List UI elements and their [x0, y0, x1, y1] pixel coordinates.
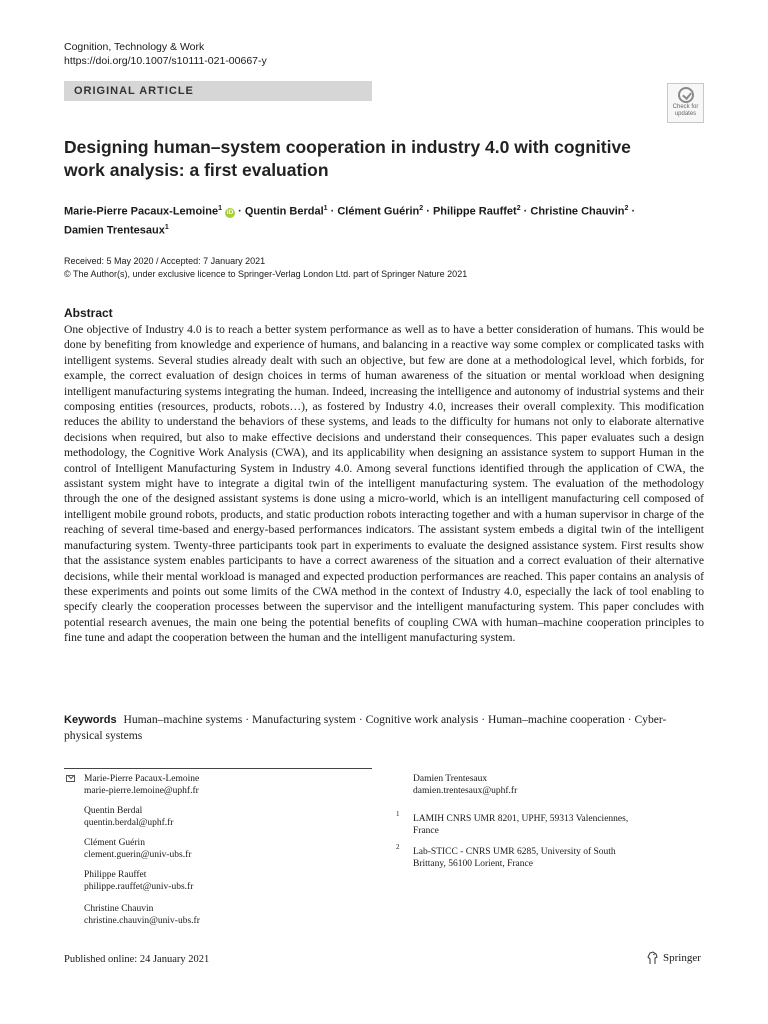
author-name[interactable]: Marie-Pierre Pacaux-Lemoine	[64, 205, 219, 218]
author-affiliation-mark: 2	[516, 205, 521, 212]
publisher-name: Springer	[663, 952, 701, 964]
author-name[interactable]: Damien Trentesaux	[64, 224, 165, 237]
journal-name: Cognition, Technology & Work	[64, 41, 205, 53]
check-updates-line1: Check for	[672, 104, 699, 110]
article-type-banner: ORIGINAL ARTICLE	[64, 81, 372, 101]
doi-link[interactable]: https://doi.org/10.1007/s10111-021-00667-y	[64, 55, 267, 67]
contact-email[interactable]: damien.trentesaux@uphf.fr	[413, 786, 518, 796]
contact-name: Philippe Rauffet	[84, 870, 147, 880]
author-affiliation-mark: 1	[323, 205, 328, 212]
affiliation-entry	[413, 846, 616, 870]
article-dates	[64, 255, 467, 281]
paper-title	[64, 136, 664, 182]
springer-horse-icon	[647, 951, 659, 965]
check-updates-line2: updates	[674, 111, 697, 117]
keywords-list: Human–machine systems · Manufacturing system · Cognitive work analysis · Human–machine cooperation · Cyber-physical systems	[64, 713, 667, 742]
contact-email[interactable]: marie-pierre.lemoine@uphf.fr	[84, 786, 199, 796]
abstract-body: One objective of Industry 4.0 is to reach a better system performance as well as to have a better consideration of humans. This would be done by benefiting from knowledge and experience of humans, and balancing in a reactive way some complex or complicated tasks with intelligent systems. Several studies already dealt with such an objective, but few are done at a methodological level, which forbids, for example, the correct evaluation of design choices in terms of human awareness of the situation or mental workload when designing intelligent manufacturing systems integrating the human. Indeed, increasing the intelligence and autonomy of industrial systems and their composing entities (resources, products, robots…), as fostered by Industry 4.0, increases their overall complexity. This modification reduces the ability to understand the behaviors of these systems, and leads to the difficulty for humans not only to elaborate alternative decisions when required, but also to make effective decisions and understand their consequences. This paper evaluates such a design methodology, the Cognitive Work Analysis (CWA), and its applicability when designing an assistance system to support Human in the control of Intelligent Manufacturing System in Industry 4.0. Among several functions identified through the application of CWA, the assistant system might have to integrate a digital twin of the intelligent manufacturing system. The evaluation of the methodology through the one of the designed assistant systems is done using a micro-world, which is an intelligent manufacturing cell composed of intelligent mobile ground robots, products, and static production robots interacting together and with a human supervisor in charge of the reaching of several time-based and energy-based performances indicators. The assistant system embeds a digital twin of the intelligent manufacturing system. Twenty-three participants took part in experiments to evaluate the designed assistance system. First results show that the assistance system enables participants to have a correct awareness of the situation and a correct evaluation of their alternative decisions, while their mental workload is managed and expected production performances are reached. This paper contains an analysis of these experiments and points out some limits of the CWA method in the context of Industry 4.0, especially the lack of tool enabling to specify clearly the cooperation processes between the supervisor and the intelligent manufacturing system. This paper concludes with potential research avenues, the main one being the potential benefits of coupling CWA with human–machine cooperation principles to fine tune and adapt the cooperation between the human and the intelligent manufacturing system.	[64, 323, 704, 645]
contact-name: Damien Trentesaux	[413, 774, 488, 784]
springer-logo	[647, 951, 701, 965]
affiliation-number: 2	[396, 843, 400, 851]
contact-entry	[84, 903, 200, 927]
footnote-divider	[64, 768, 372, 769]
contact-name: Clément Guérin	[84, 838, 145, 848]
contact-email[interactable]: philippe.rauffet@univ-ubs.fr	[84, 882, 194, 892]
author-affiliation-mark: 2	[624, 205, 629, 212]
author-affiliation-mark: 1	[218, 205, 222, 212]
author-affiliation-mark: 1	[164, 223, 169, 231]
affiliation-line: LAMIH CNRS UMR 8201, UPHF, 59313 Valenciennes,	[413, 814, 629, 824]
author-name[interactable]: Clément Guérin	[337, 205, 420, 218]
author-name[interactable]: Quentin Berdal	[244, 205, 324, 218]
affiliation-line: Brittany, 56100 Lorient, France	[413, 859, 533, 869]
keywords-section	[64, 712, 704, 744]
contact-entry	[84, 805, 173, 829]
journal-header	[64, 40, 267, 68]
orcid-icon[interactable]: iD	[226, 208, 234, 216]
contact-name: Marie-Pierre Pacaux-Lemoine	[84, 774, 200, 784]
affiliation-entry	[413, 813, 628, 837]
contact-entry	[84, 869, 193, 893]
envelope-icon	[66, 775, 75, 782]
author-name[interactable]: Philippe Rauffet	[432, 205, 517, 218]
affiliation-line: Lab-STICC - CNRS UMR 6285, University of South	[413, 847, 616, 857]
contact-email[interactable]: quentin.berdal@uphf.fr	[84, 818, 174, 828]
keywords-label: Keywords	[64, 714, 117, 726]
contact-email[interactable]: christine.chauvin@univ-ubs.fr	[84, 916, 200, 926]
copyright-notice: © The Author(s), under exclusive licence to Springer-Verlag London Ltd. part of Springer Nature 2021	[64, 269, 468, 279]
title-line-1: Designing human–system cooperation in industry 4.0 with cognitive	[64, 137, 631, 157]
contact-email[interactable]: clement.guerin@univ-ubs.fr	[84, 850, 192, 860]
check-updates-icon	[678, 87, 694, 103]
affiliation-line: France	[413, 826, 439, 836]
contact-entry	[84, 773, 199, 797]
author-name[interactable]: Christine Chauvin	[530, 205, 625, 218]
published-online: Published online: 24 January 2021	[64, 954, 210, 965]
contact-name: Christine Chauvin	[84, 904, 154, 914]
contact-entry	[413, 773, 517, 797]
abstract-heading: Abstract	[64, 306, 113, 320]
check-for-updates-badge[interactable]	[667, 83, 704, 123]
contact-entry	[84, 837, 191, 861]
affiliation-number: 1	[396, 810, 400, 818]
received-accepted: Received: 5 May 2020 / Accepted: 7 January 2021	[64, 256, 266, 266]
title-line-2: work analysis: a first evaluation	[64, 160, 329, 180]
author-affiliation-mark: 2	[419, 205, 424, 212]
contact-name: Quentin Berdal	[84, 806, 143, 816]
author-list: Marie-Pierre Pacaux-Lemoine$^1$ iD · Quentin Berdal$^1$ · Clément Guérin$^2$ · Philippe Rauffet$^2$ · Christine Chauvin$^2$ · Damien Trentesaux$^1$	[64, 205, 636, 237]
